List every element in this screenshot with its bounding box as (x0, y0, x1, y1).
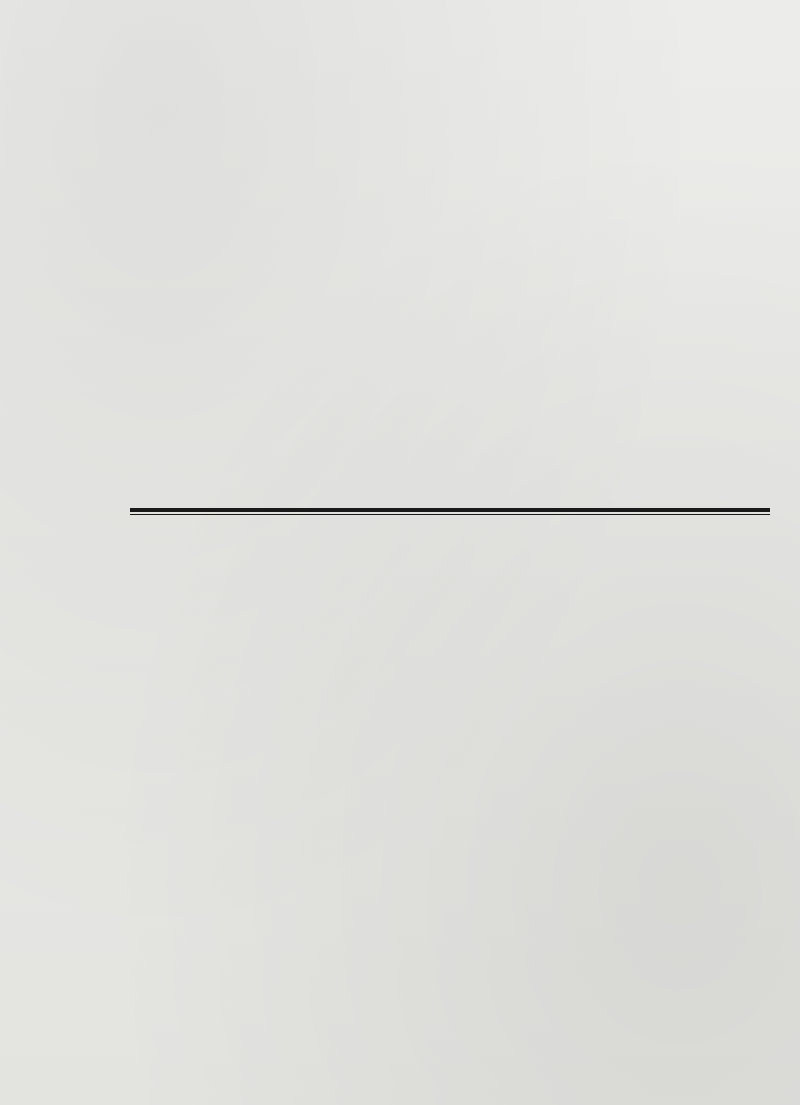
consilium-subtitle-2 (130, 612, 770, 640)
consilium-subtitle-1 (130, 586, 770, 614)
running-head (124, 24, 724, 56)
drop-cap (132, 658, 176, 704)
consilium-title (130, 535, 770, 571)
section-rule-thin (130, 514, 770, 515)
section-rule (130, 508, 770, 512)
